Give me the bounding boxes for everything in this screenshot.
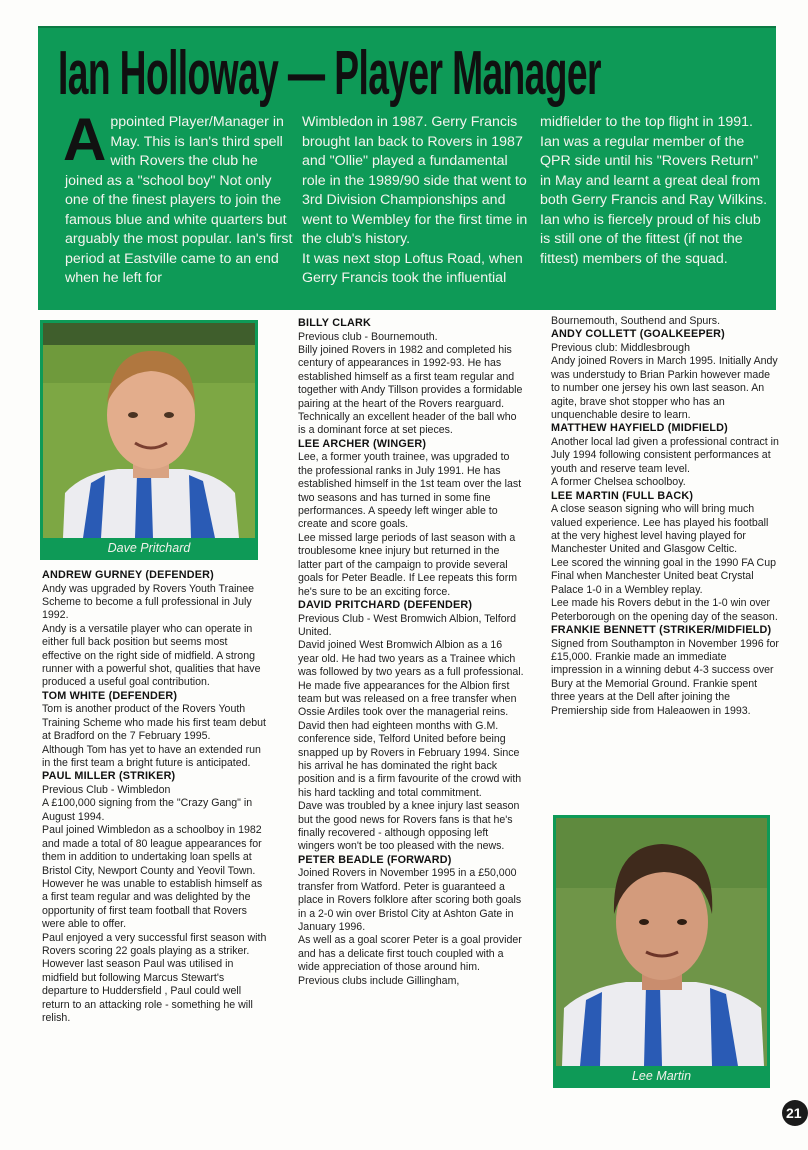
paragraph: A former Chelsea schoolboy. xyxy=(551,476,686,489)
player-portrait xyxy=(556,818,767,1066)
player-heading: MATTHEW HAYFIELD (MIDFIELD) xyxy=(551,422,728,435)
paragraph: Tom is another product of the Rovers Youth Training Scheme who made his first team debut at Bradford on the 7 February 1995. xyxy=(42,703,266,743)
intro-text-1: ppointed Player/Manager in May. This is Ian's third spell with Rovers the club he joined as a "school boy" Not only one of the finest players to join the famous blue and white quarters but arguably the most popular. Ian's first period at Eastville came to an end when he left for xyxy=(65,114,293,286)
player-heading: DAVID PRITCHARD (DEFENDER) xyxy=(298,598,473,611)
intro-column-3 xyxy=(540,113,772,269)
intro-text-3b: Ian who is fiercely proud of his club is still one of the fittest (if not the fittest) members of the squad. xyxy=(540,211,761,267)
photo-lee-martin xyxy=(553,815,770,1088)
intro-column-1 xyxy=(63,106,297,289)
paragraph: Lee made his Rovers debut in the 1-0 win over Peterborough on the opening day of the season. xyxy=(551,597,778,623)
paragraph: Previous club: Middlesbrough xyxy=(551,342,690,354)
text-column-3 xyxy=(551,315,779,718)
paragraph: Andy is a versatile player who can operate in either full back position but seems most effective on the right side of midfield. A strong runner with a powerful shot, qualities that have produced a useful goal contribution. xyxy=(42,622,261,689)
paragraph: Previous Club - West Bromwich Albion, Telford United. xyxy=(298,612,517,638)
photo-caption: Lee Martin xyxy=(631,1069,692,1083)
photo-dave-pritchard xyxy=(40,320,258,560)
player-heading: PETER BEADLE (FORWARD) xyxy=(298,853,452,866)
paragraph: Although Tom has yet to have an extended run in the first team a bright future is anticipated. xyxy=(42,743,261,770)
text-column-1 xyxy=(42,569,267,1025)
intro-text-3a: midfielder to the top flight in 1991. Ian was a regular member of the QPR side until his "Rovers Return" in May and learnt a great deal from both Gerry Francis and Ray Wilkins. xyxy=(540,114,768,208)
paragraph: Previous Club - Wimbledon xyxy=(42,784,171,797)
text-column-2 xyxy=(298,317,524,988)
paragraph: Another local lad given a professional contract in July 1994 following consistent performances at youth and reserve team level. xyxy=(551,436,779,475)
player-heading: PAUL MILLER (STRIKER) xyxy=(42,770,176,783)
player-heading: ANDREW GURNEY (DEFENDER) xyxy=(42,569,214,581)
intro-text-2a: Wimbledon in 1987. Gerry Francis brought Ian back to Rovers in 1987 and "Ollie" played a fundamental role in the 1989/90 side that went to 3rd Division Championships and went to Wembley for the first time in the club's history. xyxy=(302,114,528,247)
paragraph: As well as a goal scorer Peter is a goal provider and has a delicate first touch coupled with a wide appreciation of those around him. xyxy=(298,934,522,974)
page-number: 21 xyxy=(782,1100,808,1126)
paragraph: A close season signing who will bring much valued experience. Lee has played his football at the very highest level having played for Manchester United and Glasgow Celtic. xyxy=(551,503,769,556)
paragraph: Lee missed large periods of last season with a troublesome knee injury but returned in the latter part of the campaign to provide several goals for Peter Beadle. If Lee repeats this form he's sure to be an exciting force. xyxy=(298,531,518,598)
player-heading: FRANKIE BENNETT (STRIKER/MIDFIELD) xyxy=(551,623,772,636)
paragraph: Joined Rovers in November 1995 in a £50,000 transfer from Watford. Peter is guaranteed a place in Rovers folklore after scoring both goals in a 2-0 win over Bristol City at Ashton Gate in January 1996. xyxy=(298,867,522,934)
paragraph: Lee scored the winning goal in the 1990 FA Cup Final when Manchester United beat Crystal Palace 1-0 in a Wembley replay. xyxy=(551,556,776,596)
paragraph: Billy joined Rovers in 1982 and completed his century of appearances in 1992-93. He has established himself as a first team regular and together with Andy Tillson provides a formidable pairing at the heart of the Rovers rearguard. Technically an excellent header of the ball who is a dominant force at set pieces. xyxy=(298,344,523,437)
paragraph: Dave was troubled by a knee injury last season but the good news for Rovers fans is that he's finally recovered - although opposing left wingers won't be too pleased with the news. xyxy=(298,800,520,853)
photo-caption: Dave Pritchard xyxy=(107,541,191,555)
player-heading: LEE MARTIN (FULL BACK) xyxy=(551,489,694,502)
player-heading: ANDY COLLETT (GOALKEEPER) xyxy=(551,328,725,341)
paragraph: Previous clubs include Gillingham, xyxy=(298,974,460,987)
player-heading: LEE ARCHER (WINGER) xyxy=(298,437,427,450)
drop-cap: A xyxy=(63,106,107,173)
intro-text-2b: It was next stop Loftus Road, when Gerry Francis took the influential xyxy=(302,250,523,286)
player-heading: BILLY CLARK xyxy=(298,317,371,329)
player-portrait xyxy=(43,323,255,538)
paragraph: Andy was upgraded by Rovers Youth Trainee Scheme to become a full professional in July 1992. xyxy=(42,582,255,622)
paragraph: Previous club - Bournemouth. xyxy=(298,330,438,343)
paragraph: A £100,000 signing from the "Crazy Gang" in August 1994. xyxy=(42,797,253,823)
title-banner xyxy=(38,26,776,310)
paragraph: Andy joined Rovers in March 1995. Initially Andy was understudy to Brian Parkin however made to number one jersey his own last season. An agite, brave shot stopper who has an unquenchable desire to learn. xyxy=(551,355,778,422)
intro-column-2 xyxy=(302,113,534,289)
paragraph: Paul joined Wimbledon as a schoolboy in 1982 and made a total of 80 league appearances for them in addition to undertaking loan spells at Bristol City, Newport County and Yeovil Town. However he was unable to establish himself as a first team regular and was delighted by the opportunity of first team football that Rovers were able to offer. xyxy=(42,824,263,931)
paragraph: Bournemouth, Southend and Spurs. xyxy=(551,315,721,327)
player-heading: TOM WHITE (DEFENDER) xyxy=(42,689,178,702)
paragraph: Paul enjoyed a very successful first season with Rovers scoring 22 goals playing as a striker. However last season Paul was utilised in midfield but following Marcus Stewart's departure to Huddersfield , Paul could well return to an attacking role - something he will relish. xyxy=(42,931,267,1024)
paragraph: Lee, a former youth trainee, was upgraded to the professional ranks in July 1991. He has established himself in the 1st team over the last two seasons and has turned in some fine performances. A speedy left winger able to create and score goals. xyxy=(298,451,522,531)
page-title: Ian Holloway — Player Manager xyxy=(58,39,601,108)
paragraph: Signed from Southampton in November 1996 for £15,000. Frankie made an immediate impression in a winning debut 4-3 success over Bury at the Memorial Ground. Frankie spent three years at the Dell after joining the Premiership side from Haleaowen in 1993. xyxy=(551,637,779,717)
paragraph: David joined West Bromwich Albion as a 16 year old. He had two years as a Trainee which was followed by two years as a full professional. He made five appearances for the Albion first team but was released on a free transfer when Ossie Ardiles took over the managerial reins. David then had eighteen months with G.M. conference side, Telford United before being snapped up by Rovers in February 1994. Since his arrival he has dominated the right back position and is a firm favourite of the crowd with his hard tackling and total commitment. xyxy=(298,639,524,799)
